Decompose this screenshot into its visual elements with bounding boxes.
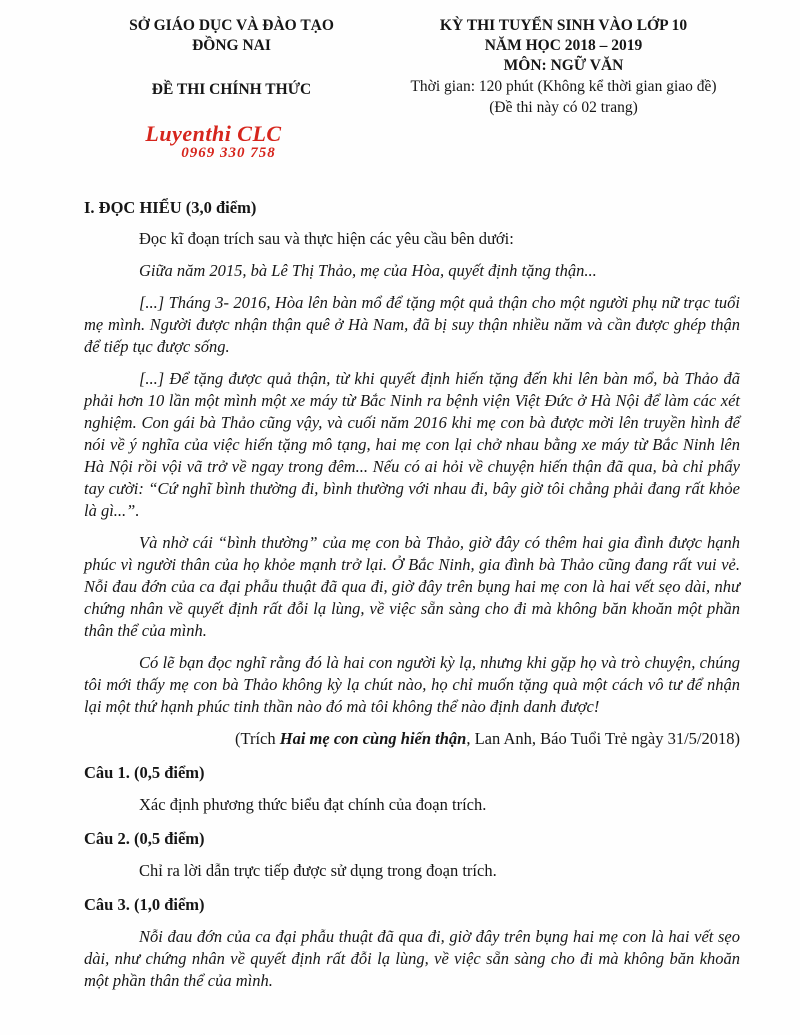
luyenthi-clc-logo <box>66 122 361 162</box>
pages-note: (Đề thi này có 02 trang) <box>489 99 638 116</box>
exam-type-label: ĐỀ THI CHÍNH THỨC <box>151 81 312 98</box>
question-1-label: Câu 1. (0,5 điểm) <box>84 763 205 782</box>
exam-body <box>84 198 740 992</box>
header-right-block <box>379 16 740 162</box>
citation-prefix: (Trích <box>234 729 280 748</box>
passage-paragraph-2: [...] Tháng 3- 2016, Hòa lên bàn mổ để tặng một quả thận cho một người phụ nữ trạc tuổi mẹ mình. Người được nhận thận quê ở Hà Nam, đã bị suy thận nhiều năm và cần được ghép thận để tiếp tục được sống. <box>84 293 740 356</box>
exam-title: KỲ THI TUYỂN SINH VÀO LỚP 10 <box>439 17 688 34</box>
citation-suffix: , Lan Anh, Báo Tuổi Trẻ ngày 31/5/2018) <box>466 729 740 748</box>
passage-paragraph-4: Và nhờ cái “bình thường” của mẹ con bà Thảo, giờ đây có thêm hai gia đình được hạnh phúc vì người thân của họ khỏe mạnh trở lại. Ở Bắc Ninh, gia đình bà Thảo cũng đang rất vui vẻ. Nỗi đau đớn của ca đại phẫu thuật đã qua đi, giờ đây trên bụng hai mẹ con là hai vết sẹo dài, như chứng nhân về quyết định rất đỗi lạ lùng, về việc sẵn sàng cho đi mà không băn khoăn một phần thân thể của mình. <box>84 533 740 640</box>
question-3-text: Nỗi đau đớn của ca đại phẫu thuật đã qua đi, giờ đây trên bụng hai mẹ con là hai vết sẹo dài, như chứng nhân về quyết định rất đỗi lạ lùng, về việc sẵn sàng cho đi mà không băn khoăn một phần thân thể của mình. <box>84 927 740 990</box>
citation-source-title: Hai mẹ con cùng hiến thận <box>279 729 467 748</box>
question-2-text: Chỉ ra lời dẫn trực tiếp được sử dụng trong đoạn trích. <box>139 861 497 880</box>
logo-name-text: Luyenthi CLC <box>145 121 282 146</box>
province-name: ĐỒNG NAI <box>192 37 271 54</box>
question-1-text: Xác định phương thức biểu đạt chính của đoạn trích. <box>139 795 487 814</box>
reading-intro: Đọc kĩ đoạn trích sau và thực hiện các yêu cầu bên dưới: <box>139 229 514 248</box>
question-2-label: Câu 2. (0,5 điểm) <box>84 829 205 848</box>
passage-citation <box>84 728 740 750</box>
exam-header <box>84 16 740 162</box>
section-heading-reading: I. ĐỌC HIỂU (3,0 điểm) <box>84 198 257 217</box>
header-left-block <box>84 16 379 162</box>
passage-paragraph-5: Có lẽ bạn đọc nghĩ rằng đó là hai con người kỳ lạ, nhưng khi gặp họ và trò chuyện, chúng tôi mới thấy mẹ con bà Thảo không kỳ lạ chút nào, họ chỉ muốn tặng quà một cách vô tư để nhận lại một thứ hạnh phúc tinh thần nào đó mà tôi không thể nào định danh được! <box>84 653 740 716</box>
exam-duration: Thời gian: 120 phút (Không kể thời gian giao đề) <box>410 78 717 95</box>
passage-paragraph-1: Giữa năm 2015, bà Lê Thị Thảo, mẹ của Hòa, quyết định tặng thận... <box>139 261 597 280</box>
department-name: SỞ GIÁO DỤC VÀ ĐÀO TẠO <box>129 17 334 34</box>
passage-paragraph-3: [...] Để tặng được quả thận, từ khi quyết định hiến tặng đến khi lên bàn mổ, bà Thảo đã phải hơn 10 lần một mình một xe máy từ Bắc Ninh ra bệnh viện Việt Đức ở Hà Nội để làm các xét nghiệm. Con gái bà Thảo cũng vậy, và cuối năm 2016 khi mẹ con bà được mời lên truyền hình để nói về ý nghĩa của việc hiến tặng mô tạng, hai mẹ con lại chở nhau bằng xe máy từ Bắc Ninh lên Hà Nội rồi vội vã trở về ngay trong đêm... Nếu có ai hỏi về chuyện hiến thận đã qua, bà chỉ phẩy tay cười: “Cứ nghĩ bình thường đi, bình thường với nhau đi, bây giờ tôi chẳng phải đang rất khỏe là gì...”. <box>84 369 740 520</box>
logo-phone-number: 0969 330 758 <box>181 145 276 161</box>
school-year: NĂM HỌC 2018 – 2019 <box>484 37 643 54</box>
question-3-label: Câu 3. (1,0 điểm) <box>84 895 205 914</box>
subject-name: MÔN: NGỮ VĂN <box>503 57 624 74</box>
